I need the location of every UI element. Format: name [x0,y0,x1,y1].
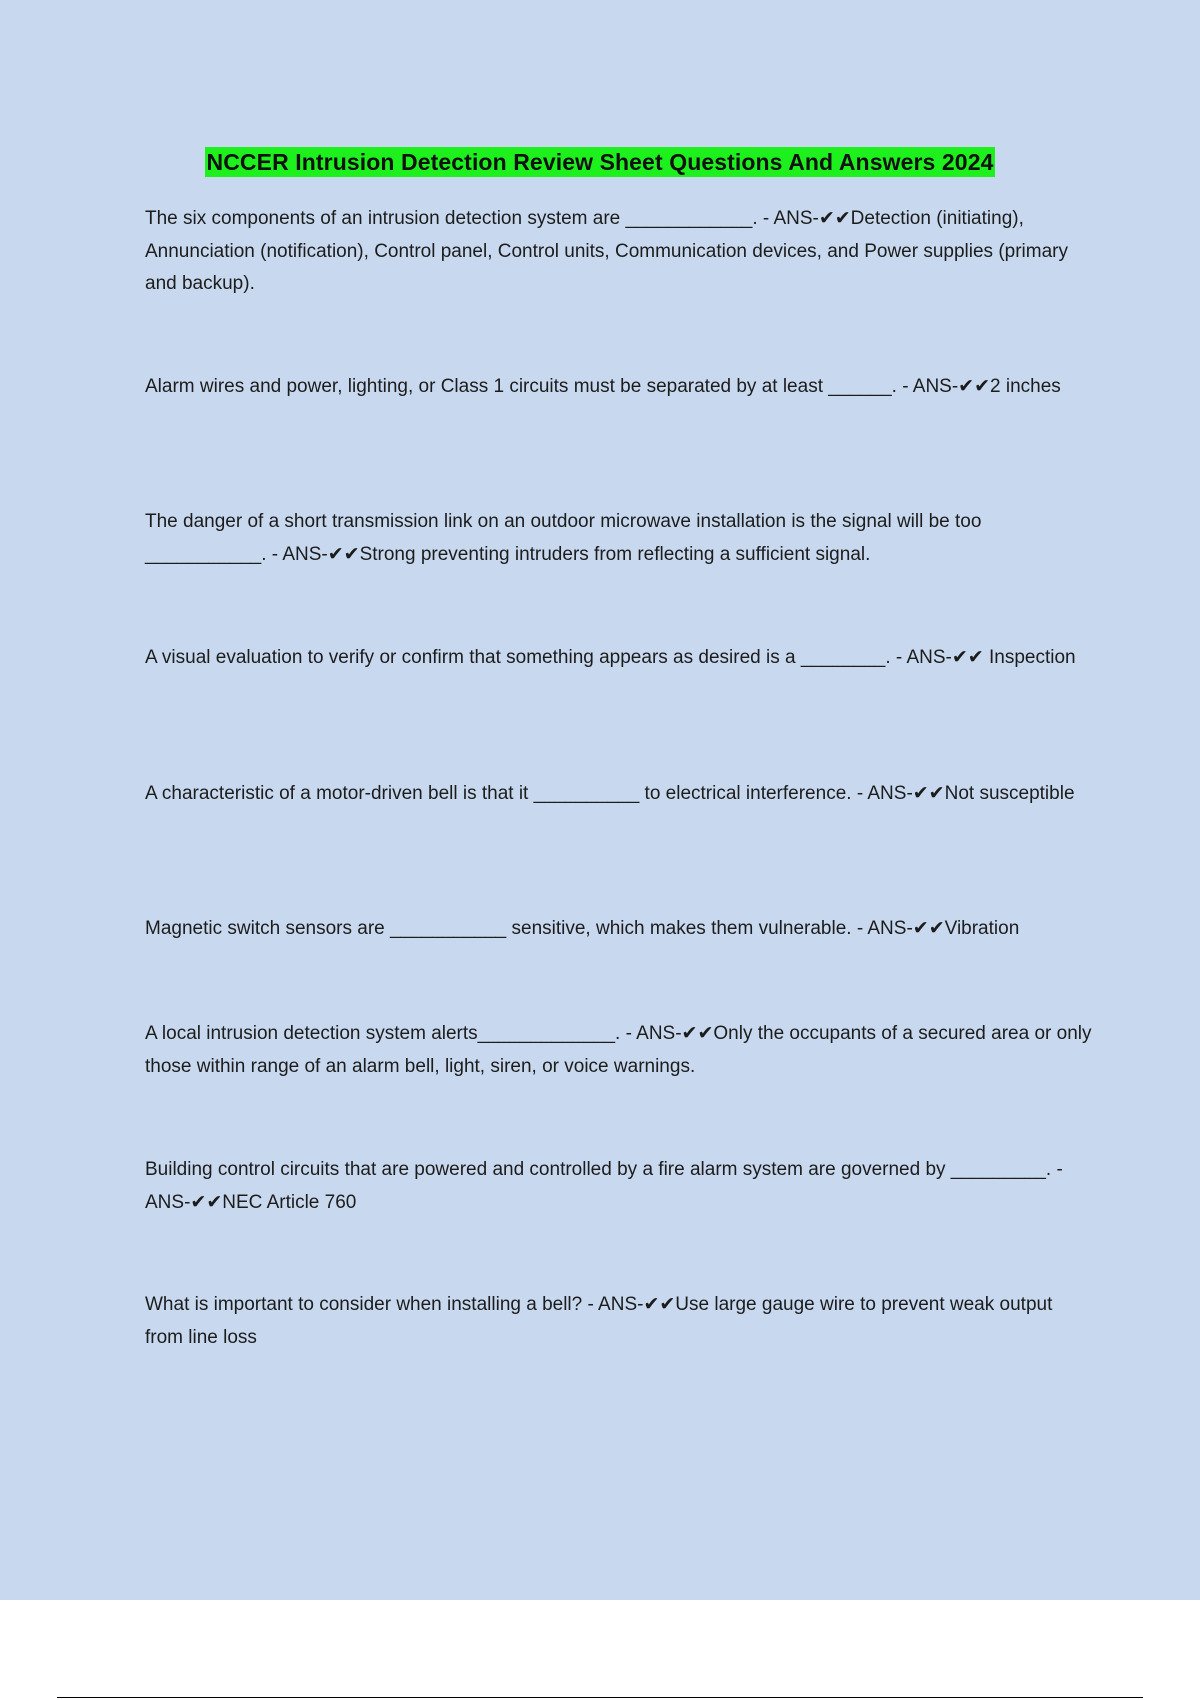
qa-item: The danger of a short transmission link on an outdoor microwave installation is the signal will be too ___________. - ANS-✔✔Strong preventing intruders from reflecting a sufficient signal. [145,511,982,565]
qa-item: What is important to consider when installing a bell? - ANS-✔✔Use large gauge wire to prevent weak output from line loss [145,1294,1053,1348]
qa-item: A characteristic of a motor-driven bell is that it __________ to electrical interference. - ANS-✔✔Not susceptible [145,783,1075,804]
title-container [0,147,1200,177]
document-title: NCCER Intrusion Detection Review Sheet Questions And Answers 2024 [206,149,994,175]
qa-item: Building control circuits that are powered and controlled by a fire alarm system are governed by _________. - ANS-✔✔NEC Article 760 [145,1159,1063,1213]
footer-divider [57,1697,1143,1698]
qa-item: A visual evaluation to verify or confirm that something appears as desired is a ________. - ANS-✔✔ Inspection [145,647,1076,668]
qa-item: Magnetic switch sensors are ___________ sensitive, which makes them vulnerable. - ANS-✔✔Vibration [145,918,1020,939]
qa-item: Alarm wires and power, lighting, or Class 1 circuits must be separated by at least ______. - ANS-✔✔2 inches [145,376,1061,397]
qa-item: The six components of an intrusion detection system are ____________. - ANS-✔✔Detection (initiating), Annunciation (notification), Control panel, Control units, Communication devices, and Power supplies (primary and backup). [145,208,1069,294]
qa-item: A local intrusion detection system alerts_____________. - ANS-✔✔Only the occupants of a secured area or only those within range of an alarm bell, light, siren, or voice warnings. [145,1023,1092,1077]
